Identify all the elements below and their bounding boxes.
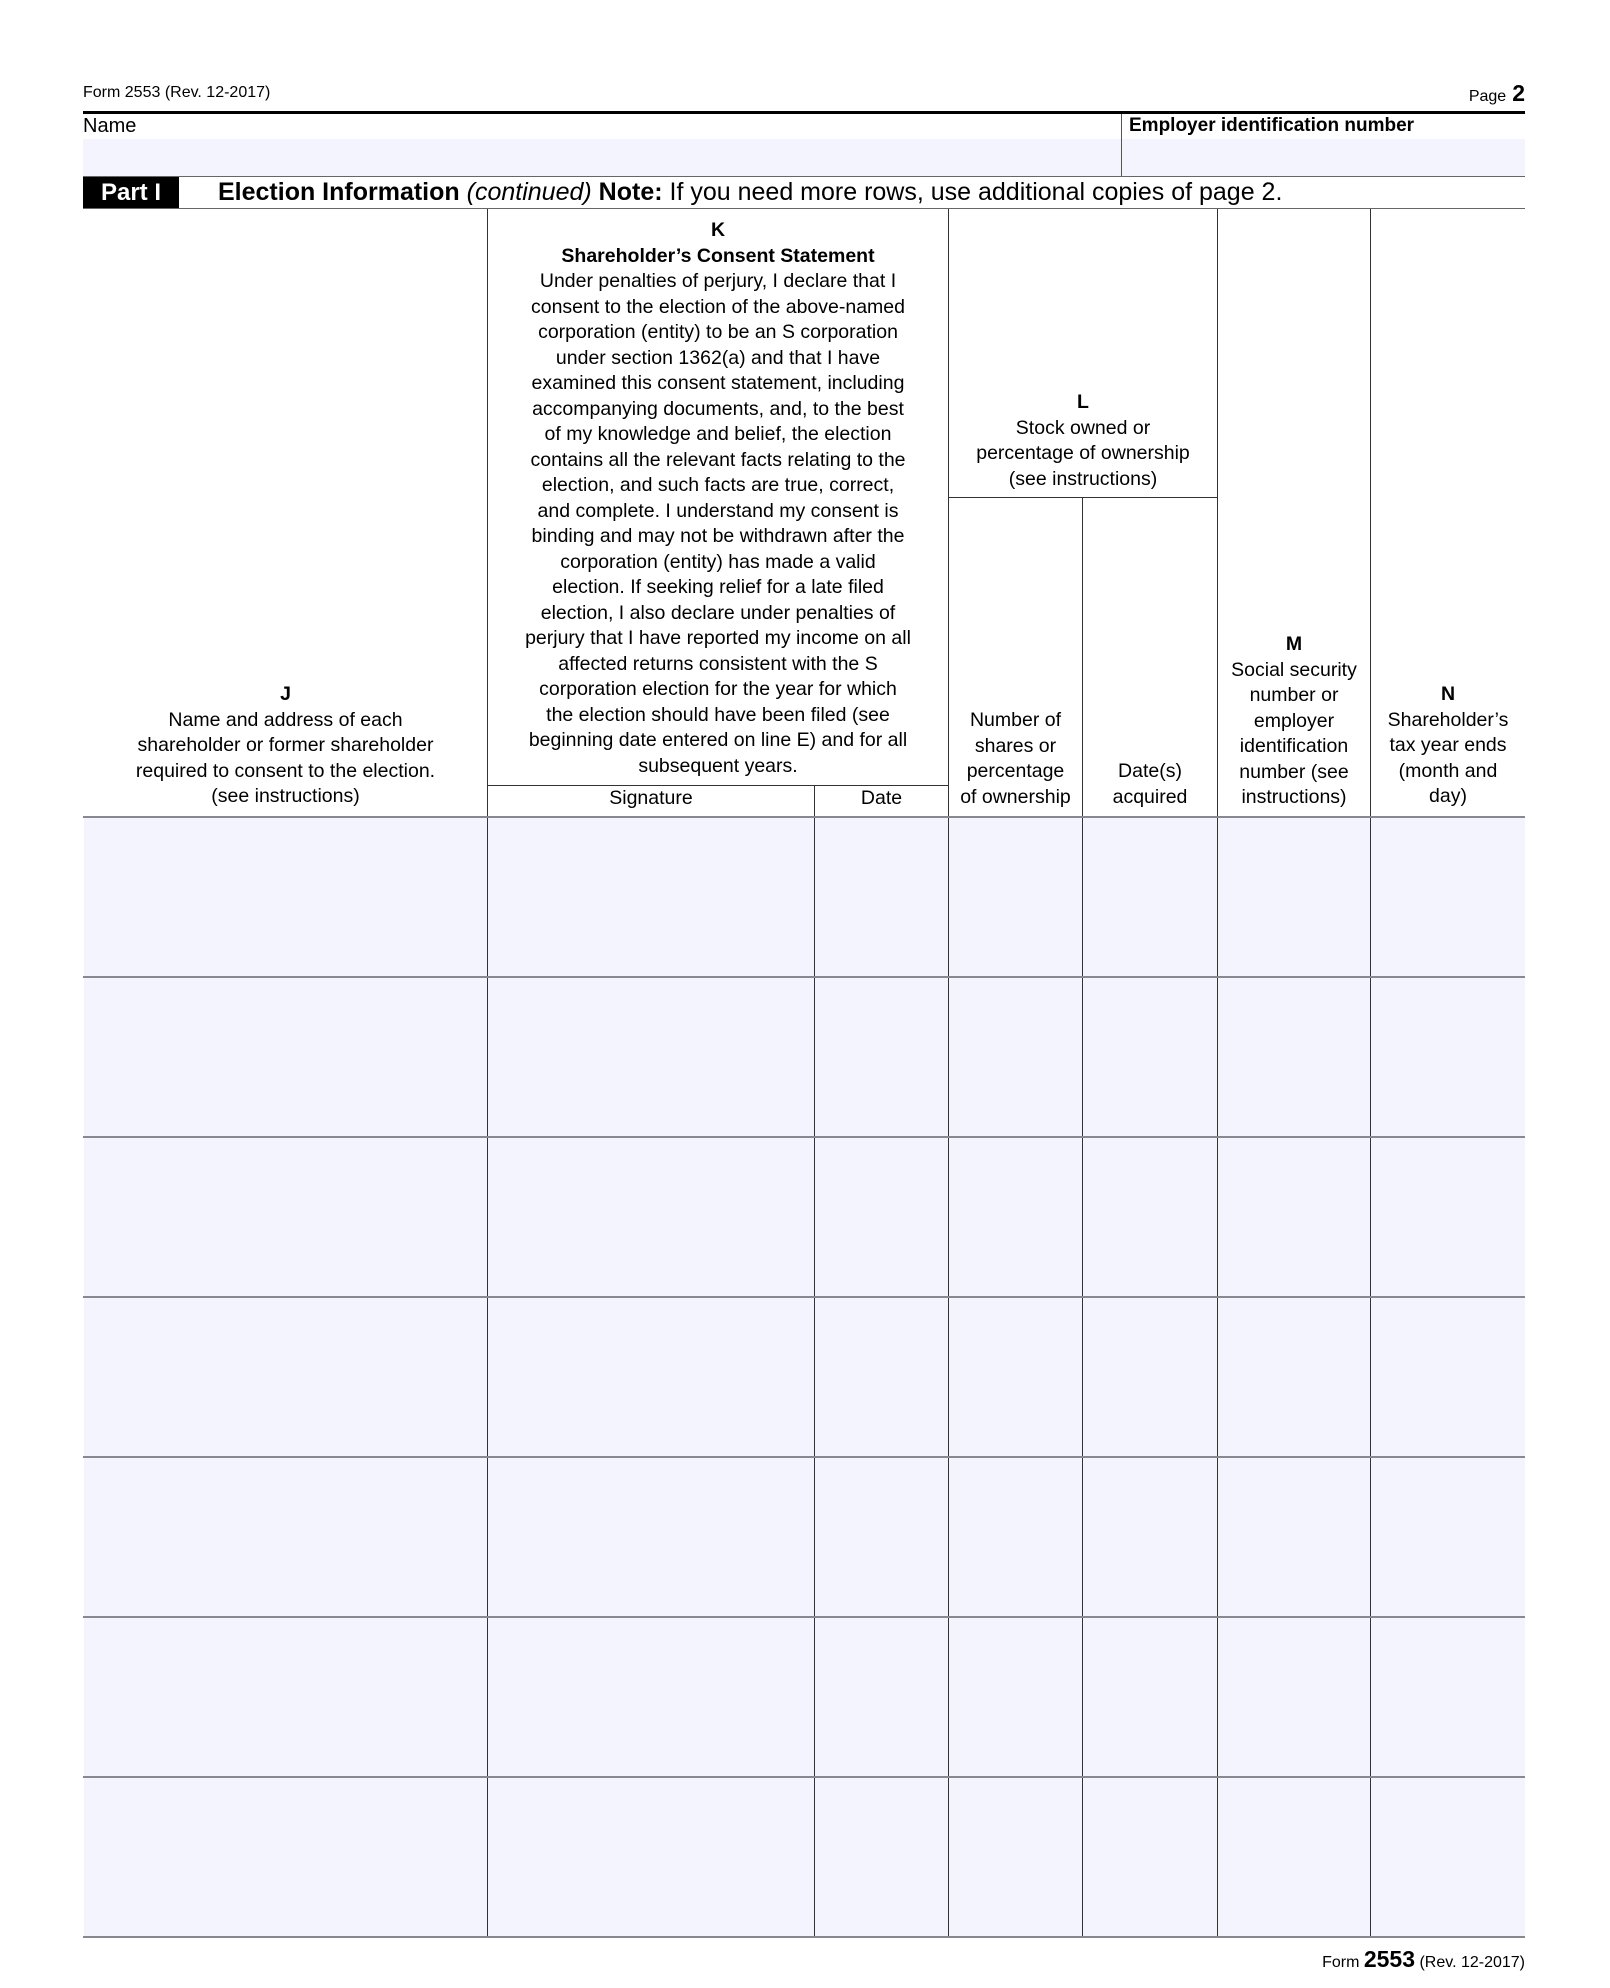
header-line: percentage [966,760,1065,782]
column-divider [1217,209,1218,1937]
column-letter: M [1285,633,1303,655]
consent-line: binding and may not be withdrawn after the [531,525,905,547]
table-cell-date[interactable] [814,1778,948,1937]
consent-line: corporation (entity) has made a valid [560,550,876,573]
header-line: acquired [1112,785,1188,808]
table-cell-shares[interactable] [948,978,1082,1137]
table-cell-date-acquired[interactable] [1082,1458,1217,1617]
header-line: percentage of ownership [976,442,1190,464]
divider [83,208,1525,209]
footer-revision: (Rev. 12-2017) [1419,1954,1525,1971]
part-title-bold: Election Information [218,178,460,206]
row-divider [83,1456,1525,1458]
header-line: of ownership [960,785,1071,808]
consent-line: beginning date entered on line E) and for all [528,729,908,751]
part-title-italic: (continued) [466,178,592,206]
table-cell-ssn-ein[interactable] [1217,1778,1370,1937]
consent-line: contains all the relevant facts relating to the [530,448,906,471]
consent-line: under section 1362(a) and that I have [555,346,881,369]
column-divider [1370,209,1371,1937]
table-cell-shares[interactable] [948,1618,1082,1777]
column-header-j [84,682,487,810]
part-title [218,177,1282,208]
row-divider [83,1936,1525,1938]
consent-line: corporation (entity) to be an S corporation [538,321,898,343]
table-cell-ssn-ein[interactable] [1217,978,1370,1137]
consent-line: accompanying documents, and, to the best [532,397,904,420]
table-cell-shares[interactable] [948,1458,1082,1617]
page-indicator [1469,80,1525,107]
column-letter: J [280,683,291,705]
table-cell-date-acquired[interactable] [1082,818,1217,977]
table-cell-tax-year-end[interactable] [1370,818,1525,977]
consent-statement-title: Shareholder’s Consent Statement [561,244,875,267]
table-cell-signature[interactable] [487,818,814,977]
consent-line: affected returns consistent with the S [558,652,878,675]
header-line: (month and [1398,759,1498,782]
column-header-m [1218,632,1370,811]
signature-column-header: Signature [609,787,693,809]
consent-line: election, I also declare under penalties of [540,601,896,624]
date-acquired-column-header [1083,759,1217,810]
header-line: number or [1249,684,1339,706]
column-divider [1082,497,1083,1937]
header-line: identification [1239,735,1349,757]
table-cell-shares[interactable] [948,818,1082,977]
table-cell-tax-year-end[interactable] [1370,1778,1525,1937]
row-divider [487,785,948,786]
column-header-n [1371,682,1525,810]
consent-line: consent to the election of the above-named [530,295,905,318]
table-cell-signature[interactable] [487,1458,814,1617]
consent-line: election, and such facts are true, correct, [541,474,895,496]
table-cell-shares[interactable] [948,1778,1082,1937]
table-cell-tax-year-end[interactable] [1370,1458,1525,1617]
column-letter: K [710,219,726,241]
table-cell-tax-year-end[interactable] [1370,1298,1525,1457]
table-cell-name-address[interactable] [84,978,487,1137]
header-line: shares or [974,734,1057,757]
column-header-k [488,218,948,779]
date-column-header: Date [860,787,903,809]
row-divider [83,1776,1525,1778]
row-divider [83,1296,1525,1298]
header-line: Shareholder’s [1387,708,1509,731]
name-label: Name [83,115,137,137]
ein-label: Employer identification number [1129,115,1415,136]
table-cell-signature[interactable] [487,1298,814,1457]
table-cell-date-acquired[interactable] [1082,1618,1217,1777]
table-cell-date[interactable] [814,978,948,1137]
table-cell-signature[interactable] [487,978,814,1137]
note-label: Note: [598,178,663,206]
table-cell-name-address[interactable] [84,818,487,977]
note-text: If you need more rows, use additional copies of page 2. [669,178,1283,206]
table-cell-ssn-ein[interactable] [1217,818,1370,977]
table-cell-tax-year-end[interactable] [1370,1138,1525,1297]
header-line: tax year ends [1389,734,1507,756]
column-divider [487,209,488,1937]
consent-line: of my knowledge and belief, the election [544,423,892,445]
consent-line: election. If seeking relief for a late filed [552,576,884,598]
row-divider [948,497,1217,498]
consent-line: perjury that I have reported my income on all [525,627,911,649]
table-cell-ssn-ein[interactable] [1217,1138,1370,1297]
table-cell-date[interactable] [814,1458,948,1617]
header-line: shareholder or former shareholder [137,734,434,756]
column-divider [814,785,815,1937]
table-cell-name-address[interactable] [84,1138,487,1297]
header-line: day) [1429,785,1467,807]
table-cell-name-address[interactable] [84,1458,487,1617]
column-header-l [949,390,1217,492]
header-line: Date(s) [1118,760,1182,782]
page-label: Page [1468,88,1507,105]
consent-line: subsequent years. [638,754,798,777]
table-cell-date[interactable] [814,1618,948,1777]
footer-form-number: 2553 [1363,1946,1416,1972]
part-label: Part I [83,177,179,208]
consent-line: Under penalties of perjury, I declare that I [539,270,897,292]
table-cell-tax-year-end[interactable] [1370,978,1525,1137]
consent-line: corporation election for the year for which [539,678,897,700]
table-cell-signature[interactable] [487,1138,814,1297]
table-cell-date-acquired[interactable] [1082,1138,1217,1297]
consent-line: the election should have been filed (see [546,703,890,726]
form-revision-header: Form 2553 (Rev. 12-2017) [83,84,271,101]
table-cell-shares[interactable] [948,1138,1082,1297]
header-line: (see instructions) [1008,467,1158,490]
table-cell-tax-year-end[interactable] [1370,1618,1525,1777]
table-cell-ssn-ein[interactable] [1217,1618,1370,1777]
row-divider [83,976,1525,978]
table-cell-date[interactable] [814,818,948,977]
column-divider [948,209,949,1937]
table-cell-name-address[interactable] [84,1778,487,1937]
row-divider [83,1136,1525,1138]
table-cell-ssn-ein[interactable] [1217,1298,1370,1457]
table-cell-date-acquired[interactable] [1082,1778,1217,1937]
table-cell-signature[interactable] [487,1618,814,1777]
header-line: employer [1253,709,1335,732]
header-line: Name and address of each [168,708,403,731]
header-line: number (see [1239,760,1349,783]
divider [1121,114,1122,176]
column-letter: N [1440,683,1456,705]
table-cell-date-acquired[interactable] [1082,978,1217,1137]
table-cell-signature[interactable] [487,1778,814,1937]
header-line: Social security [1231,658,1357,681]
consent-line: and complete. I understand my consent is [537,499,899,522]
header-line: Number of [969,709,1062,731]
ein-input[interactable] [1122,139,1525,176]
table-cell-date[interactable] [814,1138,948,1297]
top-rule [83,111,1525,114]
consent-statement-text [488,269,948,779]
form-footer [1322,1946,1525,1973]
table-cell-date[interactable] [814,1298,948,1457]
consent-line: examined this consent statement, including [531,372,905,394]
header-line: required to consent to the election. [135,759,436,782]
row-divider [83,1616,1525,1618]
table-cell-ssn-ein[interactable] [1217,1458,1370,1617]
footer-form-word: Form [1322,1954,1360,1971]
header-line: (see instructions) [211,785,360,807]
column-letter: L [1077,391,1089,413]
table-cell-name-address[interactable] [84,1618,487,1777]
table-cell-name-address[interactable] [84,1298,487,1457]
header-line: Stock owned or [1015,416,1151,439]
name-input[interactable] [83,139,1121,176]
table-cell-shares[interactable] [948,1298,1082,1457]
header-line: instructions) [1241,786,1347,808]
table-cell-date-acquired[interactable] [1082,1298,1217,1457]
page-number: 2 [1512,80,1525,106]
shares-column-header [949,708,1082,810]
row-divider [83,816,1525,818]
